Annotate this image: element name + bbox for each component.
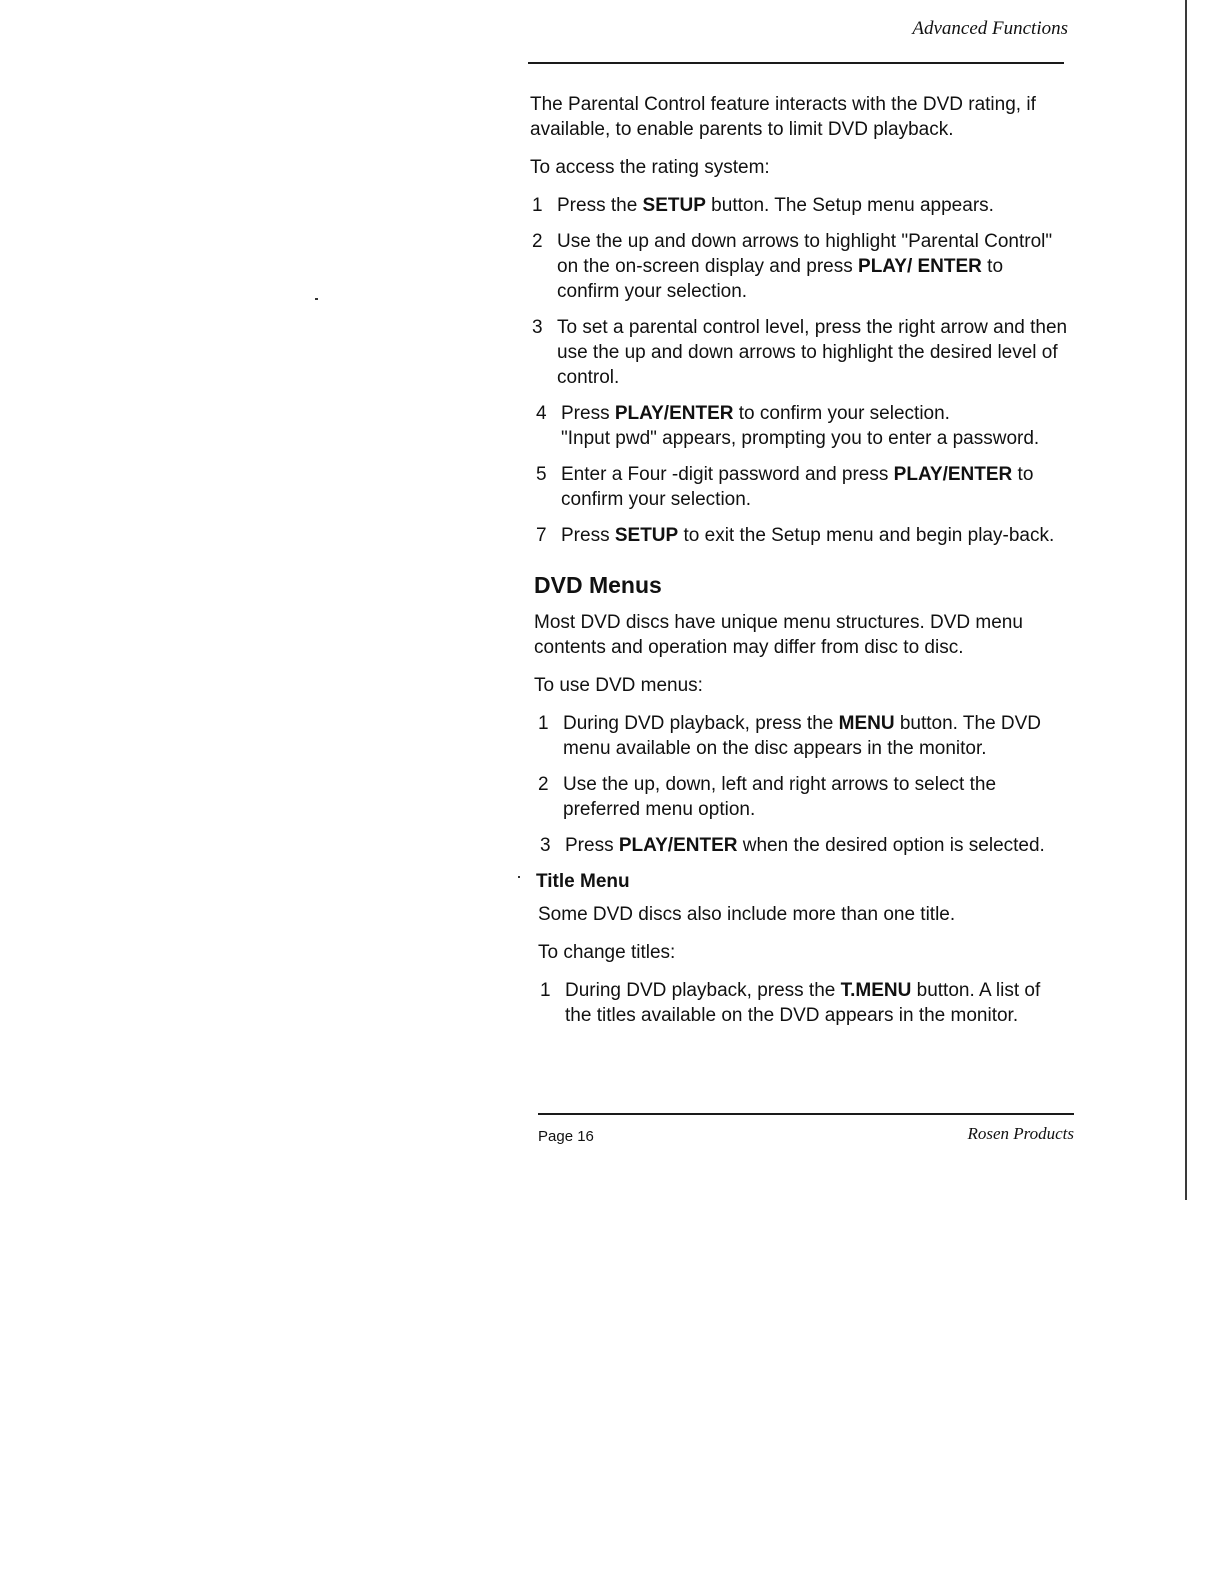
step-number: 7 (536, 525, 547, 546)
section-title: Advanced Functions (912, 18, 1068, 39)
title-menu-step: 1 During DVD playback, press the T.MENU button. A list of the titles available on the DVD appears in the monitor. (540, 980, 1041, 1026)
title-menu-change-lead: To change titles: (538, 942, 676, 963)
dvd-menus-step: 1 During DVD playback, press the MENU button. The DVD menu available on the disc appears in the monitor. (538, 713, 1042, 759)
dvd-menus-intro: Most DVD discs have unique menu structures. DVD menu contents and operation may differ from disc to disc. (534, 612, 1023, 658)
title-menu-heading: Title Menu (536, 871, 630, 892)
dvd-menus-use-lead: To use DVD menus: (534, 675, 703, 696)
step-number: 3 (540, 835, 551, 856)
parental-step: 5 Enter a Four -digit password and press PLAY/ENTER to confirm your selection. (536, 464, 1034, 510)
step-number: 1 (532, 195, 543, 216)
parental-step: 7 Press SETUP to exit the Setup menu and begin play-back. (536, 525, 1055, 546)
step-number: 1 (538, 713, 549, 734)
page-number: Page 16 (538, 1128, 594, 1145)
parental-access-lead: To access the rating system: (530, 157, 770, 178)
footer-rule (538, 1113, 1074, 1115)
step-number: 1 (540, 980, 551, 1001)
step-number: 2 (532, 231, 543, 252)
step-note: "Input pwd" appears, prompting you to enter a password. (561, 428, 1040, 449)
title-menu-intro: Some DVD discs also include more than one title. (538, 904, 956, 925)
dvd-menus-heading: DVD Menus (534, 572, 662, 598)
step-number: 5 (536, 464, 547, 485)
dvd-menus-step: 3 Press PLAY/ENTER when the desired option is selected. (540, 835, 1045, 856)
step-number: 4 (536, 403, 547, 424)
scan-speck (315, 298, 318, 300)
scan-speck (518, 876, 520, 878)
parental-step: 1 Press the SETUP button. The Setup menu appears. (532, 195, 994, 216)
main-content (530, 92, 1070, 1039)
parental-step: 4 Press PLAY/ENTER to confirm your selection. "Input pwd" appears, prompting you to enter a password. (536, 403, 1040, 449)
header-rule (528, 62, 1064, 64)
parental-intro: The Parental Control feature interacts with the DVD rating, if available, to enable parents to limit DVD playback. (530, 94, 1036, 140)
parental-step: 2 Use the up and down arrows to highlight "Parental Control" on the on-screen display and press PLAY/ ENTER to confirm your selection. (532, 231, 1053, 302)
scan-edge-line (1185, 0, 1187, 1200)
parental-step: 3 To set a parental control level, press the right arrow and then use the up and down arrows to highlight the desired level of control. (532, 317, 1068, 388)
step-number: 2 (538, 774, 549, 795)
step-number: 3 (532, 317, 543, 338)
dvd-menus-step: 2 Use the up, down, left and right arrows to select the preferred menu option. (538, 774, 997, 820)
footer-brand: Rosen Products (967, 1124, 1074, 1143)
